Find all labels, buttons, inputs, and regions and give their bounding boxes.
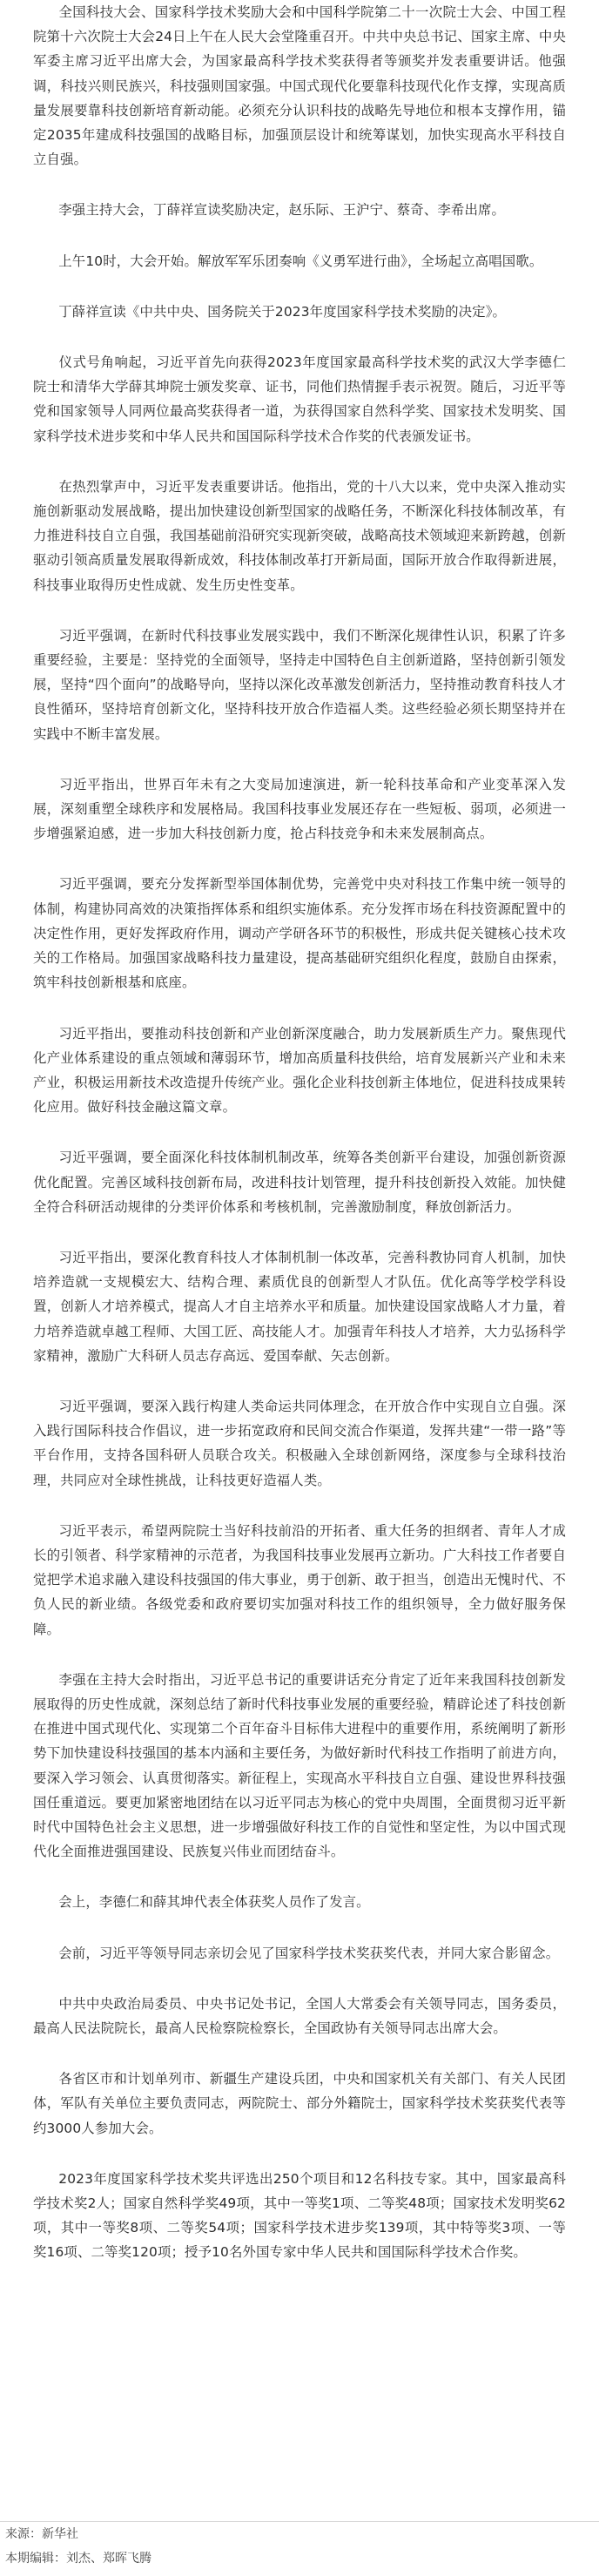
paragraph-text: 习近平强调，要充分发挥新型举国体制优势，完善党中央对科技工作集中统一领导的体制，构建协同高效的决策指挥体系和组织实施体系。充分发挥市场在科技资源配置中的决定性作用，更好发挥政府作用，调动产学研各环节的积极性，形成共促关键核心技术攻关的工作格局。加强国家战略科技力量建设，提高基础研究组织化程度，鼓励自由探索，筑牢科技创新根基和底座。 — [33, 876, 566, 991]
article-paragraph — [33, 624, 566, 746]
paragraph-text: 习近平强调，要深入践行构建人类命运共同体理念，在开放合作中实现自立自强。深入践行国际科技合作倡议，进一步拓宽政府和民间交流合作渠道，发挥共建“一带一路”等平台作用，支持各国科研人员联合攻关。积极融入全球创新网络，深度参与全球科技治理，共同应对全球性挑战，让科技更好造福人类。 — [33, 1398, 566, 1488]
article-paragraph — [33, 2167, 566, 2265]
source-label: 来源：新华社 — [5, 2527, 78, 2541]
paragraph-text: 习近平表示，希望两院院士当好科技前沿的开拓者、重大任务的担纲者、青年人才成长的引领者、科学家精神的示范者，为我国科技事业发展再立新功。广大科技工作者要自觉把学术追求融入建设科技强国的伟大事业，勇于创新、敢于担当，创造出无愧时代、不负人民的新业绩。各级党委和政府要切实加强对科技工作的组织领导，全力做好服务保障。 — [33, 1522, 566, 1637]
footer-divider — [0, 2521, 599, 2522]
paragraph-text: 丁薛祥宣读《中共中央、国务院关于2023年度国家科学技术奖励的决定》。 — [58, 303, 507, 320]
paragraph-text: 习近平强调，在新时代科技事业发展实践中，我们不断深化规律性认识，积累了许多重要经验，主要是：坚持党的全面领导，坚持走中国特色自主创新道路，坚持创新引领发展，坚持“四个面向”的战略导向，坚持以深化改革激发创新活力，坚持推动教育科技人才良性循环，坚持培育创新文化，坚持科技开放合作造福人类。这些经验必须长期坚持并在实践中不断丰富发展。 — [33, 627, 566, 742]
paragraph-text: 习近平指出，要深化教育科技人才体制机制一体改革，完善科教协同育人机制，加快培养造就一支规模宏大、结构合理、素质优良的创新型人才队伍。优化高等学校学科设置，创新人才培养模式，提高人才自主培养水平和质量。加快建设国家战略人才力量，着力培养造就卓越工程师、大国工匠、高技能人才。加强青年科技人才培养，大力弘扬科学家精神，激励广大科研人员志存高远、爱国奉献、矢志创新。 — [33, 1249, 566, 1364]
paragraph-text: 全国科技大会、国家科学技术奖励大会和中国科学院第二十一次院士大会、中国工程院第十六次院士大会24日上午在人民大会堂隆重召开。中共中央总书记、国家主席、中央军委主席习近平出席大会，为国家最高科学技术奖获得者等颁奖并发表重要讲话。他强调，科技兴则民族兴，科技强则国家强。中国式现代化要靠科技现代化作支撑，实现高质量发展要靠科技创新培育新动能。必须充分认识科技的战略先导地位和根本支撑作用，锚定2035年建成科技强国的战略目标，加强顶层设计和统筹谋划，加快实现高水平科技自立自强。 — [33, 4, 566, 168]
article-body — [33, 0, 566, 2291]
paragraph-text: 各省区市和计划单列市、新疆生产建设兵团，中央和国家机关有关部门、有关人民团体，军队有关单位主要负责同志，两院院士、部分外籍院士，国家科学技术奖获奖代表等约3000人参加大会。 — [33, 2071, 566, 2136]
paragraph-text: 习近平指出，要推动科技创新和产业创新深度融合，助力发展新质生产力。聚焦现代化产业体系建设的重点领域和薄弱环节，增加高质量科技供给，培育发展新兴产业和未来产业，积极运用新技术改造提升传统产业。强化企业科技创新主体地位，促进科技成果转化应用。做好科技金融这篇文章。 — [33, 1025, 566, 1116]
paragraph-text: 上午10时，大会开始。解放军军乐团奏响《义勇军进行曲》，全场起立高唱国歌。 — [58, 253, 543, 269]
article-paragraph — [33, 350, 566, 448]
article-paragraph — [33, 1394, 566, 1493]
article-paragraph — [33, 0, 566, 172]
article-paragraph — [33, 1022, 566, 1120]
article-paragraph — [33, 2067, 566, 2141]
paragraph-text: 李强主持大会，丁薛祥宣读奖励决定，赵乐际、王沪宁、蔡奇、李希出席。 — [58, 202, 506, 219]
article-paragraph — [33, 1941, 566, 1966]
article-paragraph — [33, 249, 566, 273]
article-paragraph — [33, 1145, 566, 1219]
article-paragraph — [33, 475, 566, 597]
article-paragraph — [33, 872, 566, 995]
article-paragraph — [33, 1245, 566, 1368]
article-paragraph — [33, 1519, 566, 1642]
paragraph-text: 习近平强调，要全面深化科技体制机制改革，统筹各类创新平台建设，加强创新资源优化配置。完善区域科技创新布局，改进科技计划管理，提升科技创新投入效能。加快健全符合科研活动规律的分类评价体系和考核机制，完善激励制度，释放创新活力。 — [33, 1150, 566, 1215]
article-paragraph — [33, 772, 566, 846]
paragraph-text: 习近平指出，世界百年未有之大变局加速演进，新一轮科技革命和产业变革深入发展，深刻重塑全球秩序和发展格局。我国科技事业发展还存在一些短板、弱项，必须进一步增强紧迫感，进一步加大科技创新力度，抢占科技竞争和未来发展制高点。 — [33, 776, 566, 842]
article-paragraph — [33, 1890, 566, 1914]
paragraph-text: 2023年度国家科学技术奖共评选出250个项目和12名科技专家。其中，国家最高科学技术奖2人；国家自然科学奖49项，其中一等奖1项、二等奖48项；国家技术发明奖62项，其中一等奖8项、二等奖54项；国家科学技术进步奖139项，其中特等奖3项、一等奖16项、二等奖120项；授予10名外国专家中华人民共和国国际科学技术合作奖。 — [33, 2170, 566, 2261]
editor-label: 本期编辑：刘杰、郑晖飞腾 — [5, 2552, 151, 2566]
paragraph-text: 会前，习近平等领导同志亲切会见了国家科学技术奖获奖代表，并同大家合影留念。 — [58, 1945, 560, 1961]
paragraph-text: 会上，李德仁和薛其坤代表全体获奖人员作了发言。 — [58, 1894, 370, 1911]
article-paragraph — [33, 1668, 566, 1865]
article-paragraph — [33, 300, 566, 324]
article-paragraph — [33, 1992, 566, 2040]
paragraph-text: 李强在主持大会时指出，习近平总书记的重要讲话充分肯定了近年来我国科技创新发展取得的历史性成就，深刻总结了新时代科技事业发展的重要经验，精辟论述了科技创新在推进中国式现代化、实现第二个百年奋斗目标伟大进程中的重要作用，系统阐明了新形势下加快建设科技强国的基本内涵和主要任务，为做好新时代科技工作指明了前进方向，要深入学习领会、认真贯彻落实。新征程上，实现高水平科技自立自强、建设世界科技强国任重道远。要更加紧密地团结在以习近平同志为核心的党中央周围，全面贯彻习近平新时代中国特色社会主义思想，进一步增强做好科技工作的自觉性和坚定性，为以中国式现代化全面推进强国建设、民族复兴伟业而团结奋斗。 — [33, 1671, 566, 1860]
paragraph-text: 仪式号角响起，习近平首先向获得2023年度国家最高科学技术奖的武汉大学李德仁院士和清华大学薛其坤院士颁发奖章、证书，同他们热情握手表示祝贺。随后，习近平等党和国家领导人同两位最高奖获得者一道，为获得国家自然科学奖、国家技术发明奖、国家科学技术进步奖和中华人民共和国国际科学技术合作奖的代表颁发证书。 — [33, 354, 566, 444]
paragraph-text: 在热烈掌声中，习近平发表重要讲话。他指出，党的十八大以来，党中央深入推动实施创新驱动发展战略，提出加快建设创新型国家的战略任务，不断深化科技体制改革，有力推进科技自立自强，我国基础前沿研究实现新突破，战略高技术领域迎来新跨越，创新驱动引领高质量发展取得新成效，科技体制改革打开新局面，国际开放合作取得新进展，科技事业取得历史性成就、发生历史性变革。 — [33, 478, 566, 593]
paragraph-text: 中共中央政治局委员、中央书记处书记，全国人大常委会有关领导同志，国务委员，最高人民法院院长，最高人民检察院检察长，全国政协有关领导同志出席大会。 — [33, 1995, 566, 2036]
article-paragraph — [33, 198, 566, 222]
